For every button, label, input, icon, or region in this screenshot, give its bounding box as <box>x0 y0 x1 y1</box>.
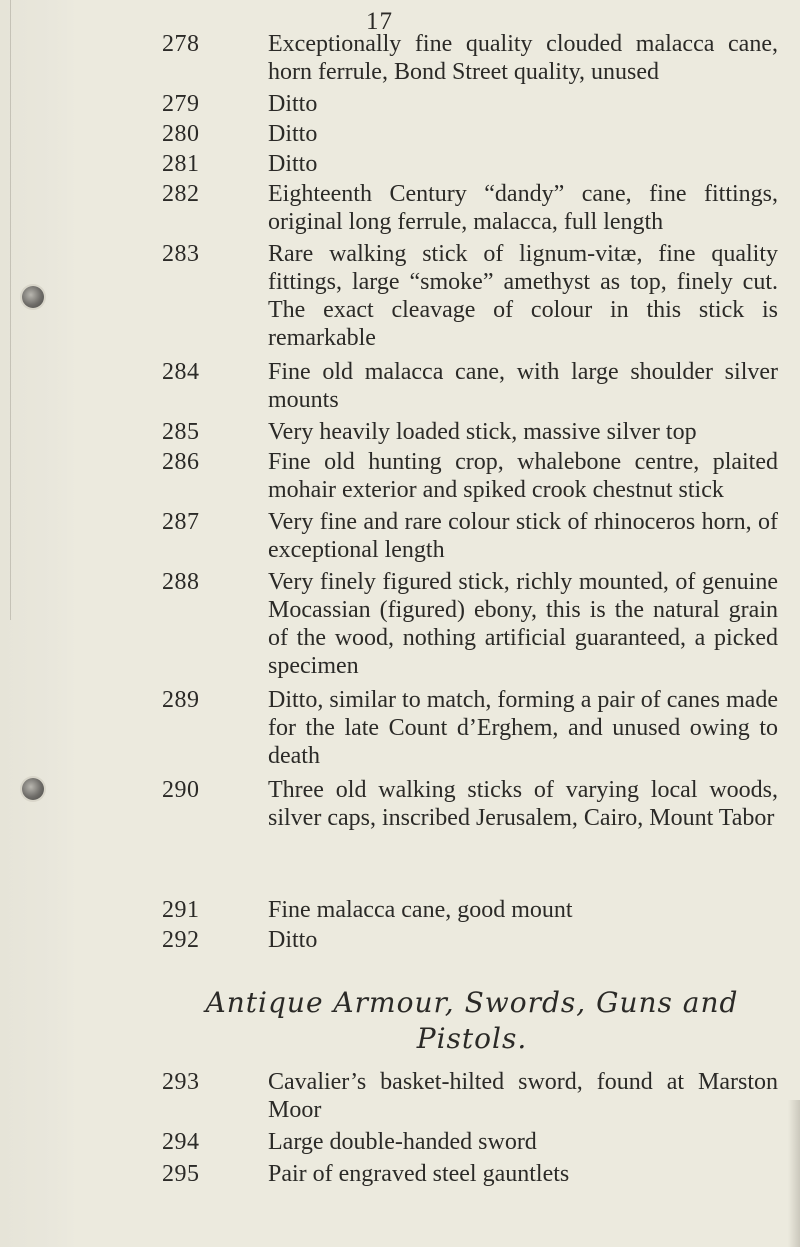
lot-description: Eighteenth Century “dandy” cane, fine fittings, original long ferrule, malacca, full length <box>268 181 778 235</box>
lot-number: 282 <box>162 181 200 207</box>
lot-description: Very finely figured stick, richly mounted, of genuine Mocassian (figured) ebony, this is the natural grain of the wood, nothing artificial guaranteed, a picked specimen <box>268 569 778 679</box>
lot-number: 294 <box>162 1129 200 1155</box>
lot-number: 291 <box>162 897 200 923</box>
lot-number: 281 <box>162 151 200 177</box>
lot-description: Exceptionally fine quality clouded malacca cane, horn ferrule, Bond Street quality, unused <box>268 31 778 85</box>
lot-description: Fine old malacca cane, with large shoulder silver mounts <box>268 359 778 413</box>
lot-description: Ditto <box>268 121 318 147</box>
lot-description: Ditto <box>268 91 318 117</box>
lot-description: Fine old hunting crop, whalebone centre, plaited mohair exterior and spiked crook chestnut stick <box>268 449 778 503</box>
lot-description: Ditto <box>268 927 318 953</box>
lot-number: 285 <box>162 419 200 445</box>
lot-number: 286 <box>162 449 200 475</box>
lot-number: 283 <box>162 241 200 267</box>
section-heading: Antique Armour, Swords, Guns and Pistols. <box>205 986 739 1055</box>
lot-description: Cavalier’s basket-hilted sword, found at Marston Moor <box>268 1069 778 1123</box>
lot-number: 278 <box>162 31 200 57</box>
lot-number: 279 <box>162 91 200 117</box>
lot-description: Ditto, similar to match, forming a pair of canes made for the late Count d’Erghem, and unused owing to death <box>268 687 778 769</box>
lot-number: 284 <box>162 359 200 385</box>
lot-number: 293 <box>162 1069 200 1095</box>
page-number: 17 <box>366 8 393 35</box>
lot-description: Three old walking sticks of varying local woods, silver caps, inscribed Jerusalem, Cairo, Mount Tabor <box>268 777 778 831</box>
lot-description: Rare walking stick of lignum-vitæ, fine quality fittings, large “smoke” amethyst as top, finely cut. The exact cleavage of colour in this stick is remarkable <box>268 241 778 351</box>
lot-description: Fine malacca cane, good mount <box>268 897 573 923</box>
lot-number: 292 <box>162 927 200 953</box>
lot-number: 290 <box>162 777 200 803</box>
lot-description: Ditto <box>268 151 318 177</box>
lot-number: 288 <box>162 569 200 595</box>
page-edge-shadow <box>788 1100 800 1247</box>
lot-description: Large double-handed sword <box>268 1129 537 1155</box>
lot-number: 287 <box>162 509 200 535</box>
lot-description: Very fine and rare colour stick of rhinoceros horn, of exceptional length <box>268 509 778 563</box>
lot-number: 289 <box>162 687 200 713</box>
lot-description: Very heavily loaded stick, massive silver top <box>268 419 697 445</box>
lot-number: 295 <box>162 1161 200 1187</box>
lot-number: 280 <box>162 121 200 147</box>
lot-description: Pair of engraved steel gauntlets <box>268 1161 570 1187</box>
